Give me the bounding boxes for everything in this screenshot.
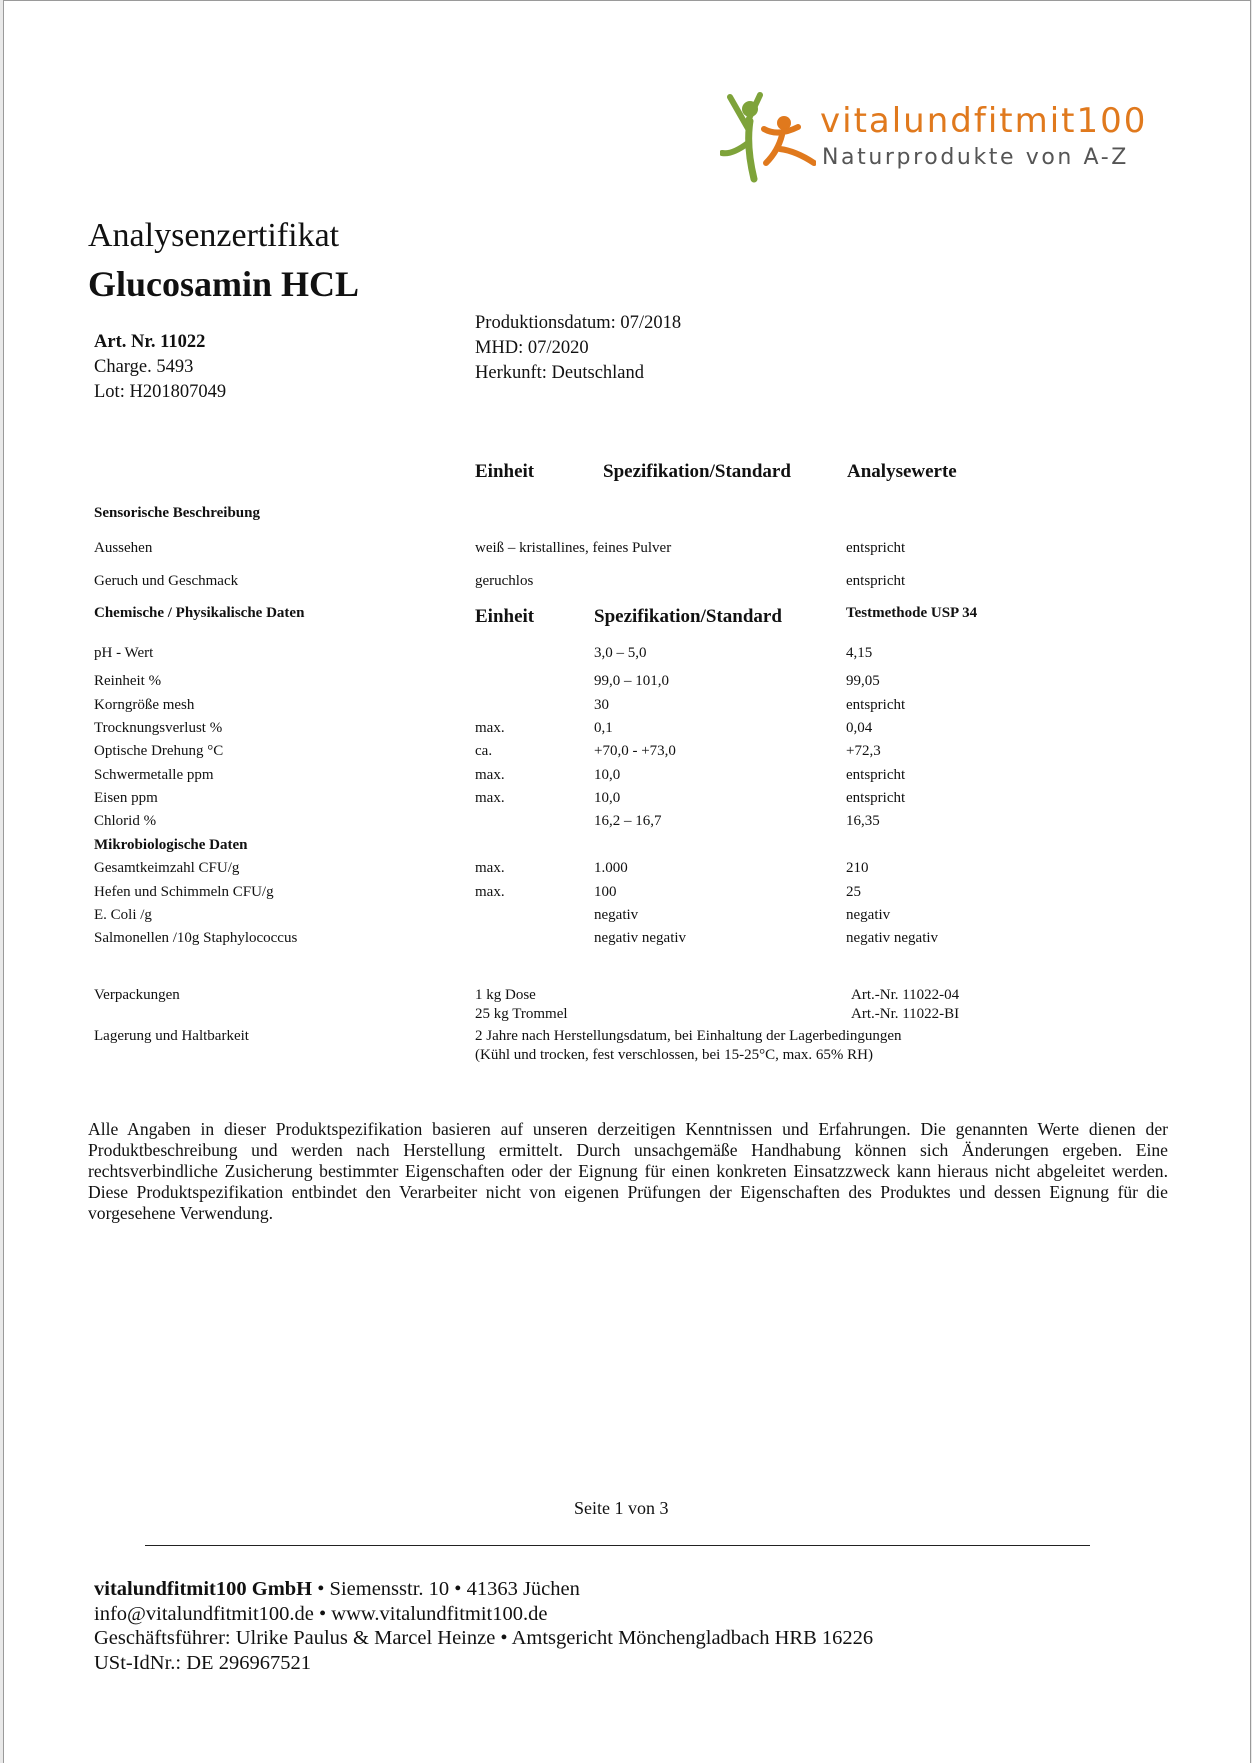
row-spec: weiß – kristallines, feines Pulver xyxy=(475,540,672,556)
row-name: Optische Drehung °C xyxy=(94,743,224,759)
row-name: E. Coli /g xyxy=(94,907,152,923)
row-spec: geruchlos xyxy=(475,573,534,589)
row-value: +72,3 xyxy=(846,743,881,759)
row-spec: 1.000 xyxy=(594,860,628,876)
product-name: Glucosamin HCL xyxy=(88,264,360,304)
origin: Herkunft: Deutschland xyxy=(475,363,645,383)
packaging-item-desc: 25 kg Trommel xyxy=(475,1006,568,1022)
row-unit: max. xyxy=(475,860,505,876)
storage-line-2: (Kühl und trocken, fest verschlossen, bei 15-25°C, max. 65% RH) xyxy=(475,1047,874,1063)
row-name: Salmonellen /10g Staphylococcus xyxy=(94,930,298,946)
row-value: entspricht xyxy=(846,573,906,589)
row-name: pH - Wert xyxy=(94,645,154,661)
chemical-header-einheit: Einheit xyxy=(475,606,535,627)
row-name: Hefen und Schimmeln CFU/g xyxy=(94,884,274,900)
row-value: 0,04 xyxy=(846,720,873,736)
section-chemical-title: Chemische / Physikalische Daten xyxy=(94,605,305,621)
footer-vat: USt-IdNr.: DE 296967521 xyxy=(94,1651,311,1674)
footer xyxy=(94,1577,873,1675)
row-unit: max. xyxy=(475,720,505,736)
row-name: Reinheit % xyxy=(94,673,162,689)
page-number: Seite 1 von 3 xyxy=(574,1498,669,1518)
row-spec: 100 xyxy=(594,884,617,900)
row-unit: max. xyxy=(475,767,505,783)
logo-tagline: Naturprodukte von A-Z xyxy=(822,145,1129,170)
row-spec: 10,0 xyxy=(594,767,621,783)
row-spec: negativ negativ xyxy=(594,930,687,946)
packaging-item-art: Art.-Nr. 11022-BI xyxy=(851,1006,960,1022)
production-date: Produktionsdatum: 07/2018 xyxy=(475,313,682,333)
row-name: Eisen ppm xyxy=(94,790,158,806)
logo-brand: vitalundfitmit100 xyxy=(820,101,1148,141)
footer-address: • Siemensstr. 10 • 41363 Jüchen xyxy=(312,1578,580,1600)
document-title: Analysenzertifikat xyxy=(88,217,340,254)
row-name: Aussehen xyxy=(94,540,153,556)
row-value: 99,05 xyxy=(846,673,880,689)
row-name: Chlorid % xyxy=(94,813,157,829)
footer-company: vitalundfitmit100 GmbH xyxy=(94,1578,313,1600)
meta-right xyxy=(475,311,681,386)
row-value: 16,35 xyxy=(846,813,880,829)
row-value: negativ xyxy=(846,907,891,923)
row-spec: 0,1 xyxy=(594,720,613,736)
header-spezifikation: Spezifikation/Standard xyxy=(603,461,791,482)
chemical-header-method: Testmethode USP 34 xyxy=(846,605,978,621)
row-spec: 10,0 xyxy=(594,790,621,806)
packaging-item-desc: 1 kg Dose xyxy=(475,987,536,1003)
section-sensory-title: Sensorische Beschreibung xyxy=(94,505,260,521)
row-spec: +70,0 - +73,0 xyxy=(594,743,676,759)
row-value: 4,15 xyxy=(846,645,873,661)
chemical-header-spezifikation: Spezifikation/Standard xyxy=(594,606,782,627)
packaging-item-art: Art.-Nr. 11022-04 xyxy=(851,987,960,1003)
row-name: Schwermetalle ppm xyxy=(94,767,214,783)
packaging-label: Verpackungen xyxy=(94,987,180,1003)
header-analysewerte: Analysewerte xyxy=(847,461,957,482)
article-number: Art. Nr. 11022 xyxy=(94,332,206,352)
disclaimer-paragraph: Alle Angaben in dieser Produktspezifikation basieren auf unseren derzeitigen Kenntnissen und Erfahrungen. Die genannten Werte dienen der Produktbeschreibung und werden nach Herstellung ermittelt. Durch unsachgemäße Handhabung können sich Änderungen ergeben. Eine rechtsverbindliche Zusicherung bestimmter Eigenschaften oder der Eignung für einen konkreten Einsatzzweck kann hieraus nicht abgeleitet werden. Diese Produktspezifikation entbindet den Verarbeiter nicht von eigenen Prüfungen der Eigenschaften des Produktes und dessen Eignung für die vorgesehene Verwendung. xyxy=(88,1119,1168,1223)
row-value: entspricht xyxy=(846,790,906,806)
row-name: Gesamtkeimzahl CFU/g xyxy=(94,860,240,876)
row-spec: 16,2 – 16,7 xyxy=(594,813,662,829)
row-spec: 30 xyxy=(594,697,609,713)
footer-divider xyxy=(145,1545,1090,1546)
footer-company-line xyxy=(94,1577,873,1602)
footer-management: Geschäftsführer: Ulrike Paulus & Marcel Heinze • Amtsgericht Mönchengladbach HRB 16226 xyxy=(94,1627,874,1649)
row-name: Geruch und Geschmack xyxy=(94,573,239,589)
row-value: 25 xyxy=(846,884,861,900)
row-value: 210 xyxy=(846,860,869,876)
lot: Lot: H201807049 xyxy=(94,382,227,402)
footer-contact: info@vitalundfitmit100.de • www.vitalundfitmit100.de xyxy=(94,1602,548,1625)
row-name: Trocknungsverlust % xyxy=(94,720,223,736)
row-spec: negativ xyxy=(594,907,639,923)
row-value: negativ negativ xyxy=(846,930,939,946)
row-unit: max. xyxy=(475,884,505,900)
row-value: entspricht xyxy=(846,697,906,713)
row-value: entspricht xyxy=(846,540,906,556)
storage-label: Lagerung und Haltbarkeit xyxy=(94,1028,249,1044)
document-page xyxy=(3,0,1251,1763)
row-spec: 99,0 – 101,0 xyxy=(594,673,669,689)
logo-figures-icon xyxy=(720,91,816,183)
row-value: entspricht xyxy=(846,767,906,783)
best-before: MHD: 07/2020 xyxy=(475,338,589,358)
meta-left xyxy=(94,330,226,405)
section-micro-title: Mikrobiologische Daten xyxy=(94,837,248,853)
row-unit: max. xyxy=(475,790,505,806)
charge: Charge. 5493 xyxy=(94,357,194,377)
header-einheit: Einheit xyxy=(475,461,535,482)
row-spec: 3,0 – 5,0 xyxy=(594,645,647,661)
row-unit: ca. xyxy=(475,743,493,759)
storage-line-1: 2 Jahre nach Herstellungsdatum, bei Einhaltung der Lagerbedingungen xyxy=(475,1028,902,1044)
row-name: Korngröße mesh xyxy=(94,697,195,713)
